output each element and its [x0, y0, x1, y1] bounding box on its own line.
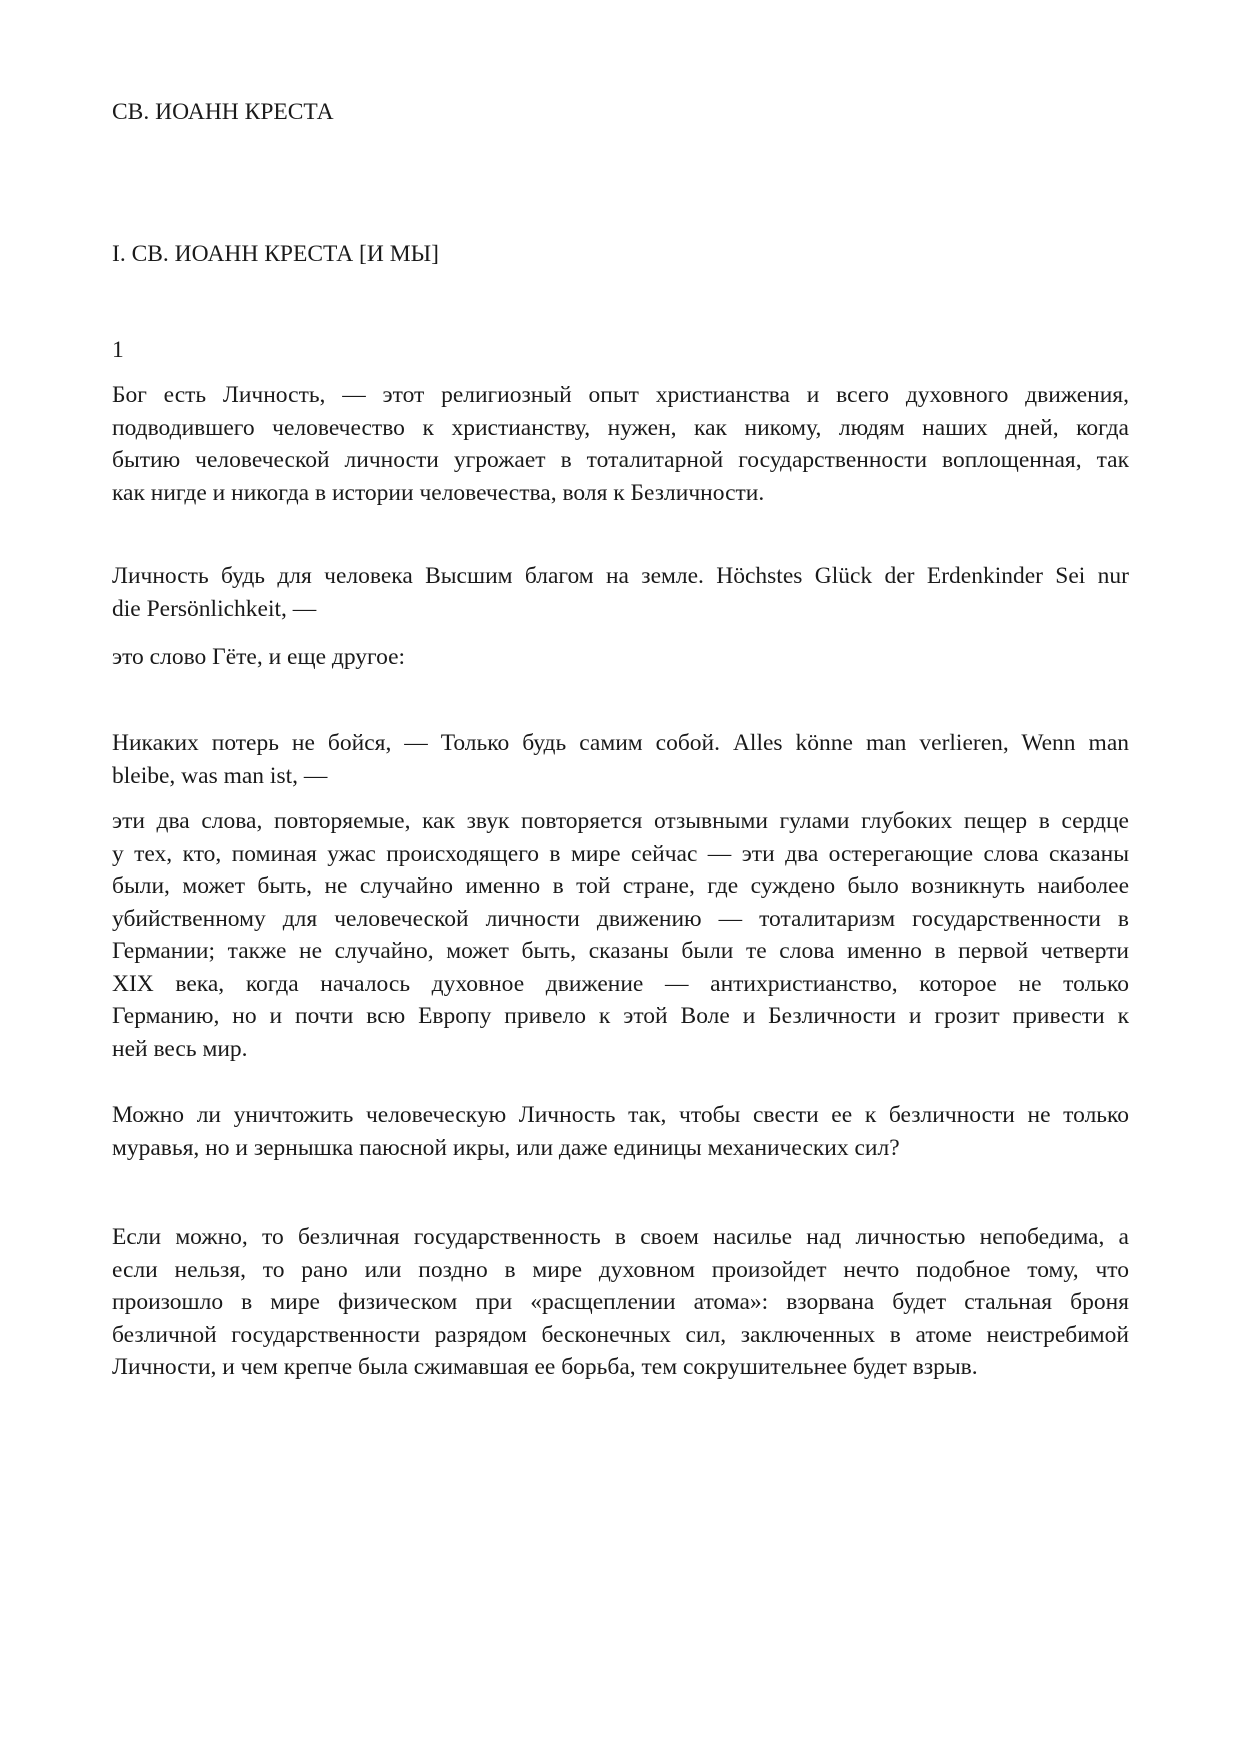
paragraph-line: были, может быть, не случайно именно в той стране, где суждено было возникнуть наиболее — [112, 873, 1129, 899]
paragraph-line: XIX века, когда началось духовное движение — антихристианство, которое не только — [112, 970, 1129, 997]
paragraph-line: die Persönlichkeit, — — [112, 595, 317, 622]
paragraph-line: Если можно, то безличная государственность в своем насилье над личностью непобедима, а — [112, 1224, 1129, 1250]
chapter-title: I. СВ. ИОАНН КРЕСТА [И МЫ] — [112, 241, 439, 267]
paragraph-line: муравья, но и зернышка паюсной икры, или даже единицы механических сил? — [112, 1134, 900, 1161]
paragraph-4 — [112, 727, 1129, 792]
paragraph-line: Личность будь для человека Высшим благом на земле. Höchstes Glück der Erdenkinder Sei nur — [112, 563, 1129, 589]
paragraph-line: у тех, кто, поминая ужас происходящего в мире сейчас — эти два остерегающие слова сказаны — [112, 840, 1129, 867]
paragraph-line: это слово Гёте, и еще другое: — [112, 644, 406, 670]
paragraph-line: убийственному для человеческой личности движению — тоталитаризм государственности в — [112, 905, 1129, 932]
paragraph-line: безличной государственности разрядом бесконечных сил, заключенных в атоме неистребимой — [112, 1321, 1129, 1348]
paragraph-line: Никаких потерь не бойся, — Только будь самим собой. Alles könne man verlieren, Wenn man — [112, 730, 1129, 756]
paragraph-line: произошло в мире физическом при «расщеплении атома»: взорвана будет стальная броня — [112, 1289, 1129, 1315]
paragraph-line: как нигде и никогда в истории человечества, воля к Безличности. — [112, 479, 765, 506]
paragraph-7 — [112, 1221, 1129, 1384]
paragraph-line: эти два слова, повторяемые, как звук повторяется отзывными гулами глубоких пещер в сердце — [112, 808, 1129, 834]
paragraph-2 — [112, 560, 1129, 625]
paragraph-line: если нельзя, то рано или поздно в мире духовном произойдет нечто подобное тому, что — [112, 1256, 1129, 1283]
paragraph-line: Можно ли уничтожить человеческую Личность так, чтобы свести ее к безличности не только — [112, 1102, 1129, 1128]
paragraph-5 — [112, 805, 1129, 1065]
section-number: 1 — [112, 337, 124, 363]
paragraph-line: Бог есть Личность, — этот религиозный опыт христианства и всего духовного движения, — [112, 382, 1129, 408]
paragraph-line: Личности, и чем крепче была сжимавшая ее борьба, тем сокрушительнее будет взрыв. — [112, 1354, 978, 1380]
paragraph-line: bleibe, was man ist, — — [112, 762, 328, 789]
book-title: СВ. ИОАНН КРЕСТА — [112, 99, 334, 125]
paragraph-3 — [112, 641, 1129, 674]
paragraph-1 — [112, 379, 1129, 509]
paragraph-6 — [112, 1099, 1129, 1164]
paragraph-line: Германии; также не случайно, может быть, сказаны были те слова именно в первой четверти — [112, 938, 1129, 964]
paragraph-line: подводившего человечество к христианству, нужен, как никому, людям наших дней, когда — [112, 414, 1129, 441]
paragraph-line: ней весь мир. — [112, 1035, 248, 1062]
paragraph-line: Германию, но и почти всю Европу привело к этой Воле и Безличности и грозит привести к — [112, 1003, 1129, 1029]
paragraph-line: бытию человеческой личности угрожает в тоталитарной государственности воплощенная, так — [112, 447, 1129, 473]
